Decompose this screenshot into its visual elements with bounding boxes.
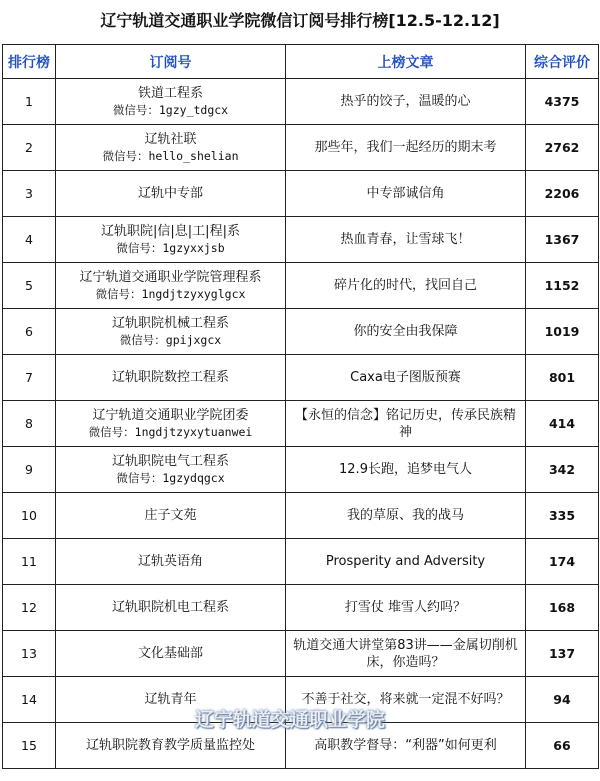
wechat-id: 微信号：1gzydqgcx: [116, 470, 225, 485]
account-cell: [56, 585, 286, 631]
article-title: 热血青春，让雪球飞！: [340, 232, 471, 247]
article-cell: [286, 171, 526, 217]
article-title: 12.9长跑，追梦电气人: [339, 462, 472, 477]
article-cell: [286, 263, 526, 309]
table-row: [3, 79, 599, 125]
account-cell: [56, 79, 286, 125]
score-cell: 1152: [526, 263, 599, 309]
wechat-id: 微信号：gpijxgcx: [119, 332, 222, 347]
article-title: 碎片化的时代，找回自己: [333, 278, 477, 293]
wechat-id: 微信号：1gzyxxjsb: [116, 240, 225, 255]
table-row: [3, 171, 599, 217]
account-name: 辽轨中专部: [137, 186, 203, 201]
score-cell: 2762: [526, 125, 599, 171]
account-cell: [56, 125, 286, 171]
table-row: [3, 263, 599, 309]
article-cell: [286, 217, 526, 263]
wechat-id: 微信号：1ngdjtzyxyglgcx: [95, 286, 246, 301]
table-row: [3, 401, 599, 447]
article-cell: [286, 125, 526, 171]
account-name: 辽轨青年: [144, 692, 197, 707]
account-name: 辽轨职院机电工程系: [111, 600, 229, 615]
account-cell: [56, 447, 286, 493]
account-cell: [56, 493, 286, 539]
account-cell: [56, 171, 286, 217]
score-cell: 2206: [526, 171, 599, 217]
score-cell: 414: [526, 401, 599, 447]
watermark-text: 辽宁轨道交通职业学院: [195, 709, 386, 731]
rank-cell: 7: [3, 355, 56, 401]
account-name: 铁道工程系: [137, 85, 203, 101]
article-title: 【永恒的信念】铭记历史，传承民族精神: [294, 407, 516, 440]
article-title: 高职教学督导：“利器”如何更利: [314, 738, 497, 753]
rank-cell: 1: [3, 79, 56, 125]
account-name: 辽轨职院教育教学质量监控处: [85, 738, 255, 753]
article-cell: [286, 585, 526, 631]
wechat-id: 微信号：1ngdjtzyxytuanwei: [88, 424, 253, 439]
score-cell: 801: [526, 355, 599, 401]
rank-cell: 14: [3, 677, 56, 723]
account-cell: [56, 309, 286, 355]
article-cell: [286, 401, 526, 447]
account-cell: [56, 401, 286, 447]
table-row: [3, 447, 599, 493]
article-title: 中专部诚信角: [366, 186, 445, 201]
account-name: 辽轨职院机械工程系: [111, 315, 229, 331]
article-title: 不善于社交，将来就一定混不好吗？: [301, 692, 510, 707]
account-name: 辽轨职院数控工程系: [111, 370, 229, 385]
wechat-id: 微信号：hello_shelian: [102, 148, 239, 163]
account-name: 文化基础部: [137, 646, 203, 661]
table-row: [3, 631, 599, 677]
account-cell: [56, 355, 286, 401]
table-row: [3, 539, 599, 585]
rank-cell: 5: [3, 263, 56, 309]
article-cell: [286, 539, 526, 585]
header-article: 上榜文章: [286, 45, 526, 79]
score-cell: 4375: [526, 79, 599, 125]
table-row: [3, 493, 599, 539]
score-cell: 335: [526, 493, 599, 539]
account-cell: [56, 263, 286, 309]
score-cell: 168: [526, 585, 599, 631]
score-cell: 137: [526, 631, 599, 677]
article-title: 打雪仗 堆雪人约吗？: [344, 600, 467, 615]
account-name: 辽轨英语角: [137, 554, 203, 569]
score-cell: 1367: [526, 217, 599, 263]
rank-cell: 10: [3, 493, 56, 539]
article-cell: [286, 79, 526, 125]
rank-cell: 4: [3, 217, 56, 263]
account-name: 庄子文苑: [144, 508, 197, 523]
wechat-id: 微信号：1gzy_tdgcx: [112, 102, 229, 117]
account-name: 辽宁轨道交通职业学院团委: [92, 407, 249, 423]
account-name: 辽轨职院电气工程系: [111, 453, 229, 469]
rank-cell: 9: [3, 447, 56, 493]
article-title: 那些年，我们一起经历的期末考: [314, 140, 497, 155]
article-title: 我的草原、我的战马: [346, 508, 464, 523]
account-name: 辽宁轨道交通职业学院管理程系: [79, 269, 262, 285]
article-cell: [286, 309, 526, 355]
rank-cell: 3: [3, 171, 56, 217]
article-title: 轨道交通大讲堂第83讲——金属切削机床，你造吗？: [293, 637, 518, 670]
score-cell: 66: [526, 723, 599, 769]
score-cell: 1019: [526, 309, 599, 355]
header-rank: 排行榜: [3, 45, 56, 79]
table-row: [3, 217, 599, 263]
article-title: Caxa电子图版预赛: [350, 370, 461, 385]
article-title: 你的安全由我保障: [353, 324, 458, 339]
article-cell: [286, 493, 526, 539]
account-cell: [56, 631, 286, 677]
score-cell: 174: [526, 539, 599, 585]
rank-cell: 12: [3, 585, 56, 631]
table-row: [3, 125, 599, 171]
article-cell: [286, 631, 526, 677]
ranking-table: [2, 44, 599, 769]
score-cell: 342: [526, 447, 599, 493]
table-row: [3, 585, 599, 631]
account-cell: [56, 217, 286, 263]
table-row: [3, 309, 599, 355]
header-score: 综合评价: [526, 45, 599, 79]
account-name: 辽轨职院|信|息|工|程|系: [101, 223, 240, 239]
account-cell: [56, 539, 286, 585]
article-cell: [286, 447, 526, 493]
rank-cell: 2: [3, 125, 56, 171]
header-account: 订阅号: [56, 45, 286, 79]
account-name: 辽轨社联: [144, 131, 197, 147]
table-header-row: [3, 45, 599, 79]
page-title: 辽宁轨道交通职业学院微信订阅号排行榜[12.5-12.12]: [100, 11, 500, 30]
article-cell: [286, 355, 526, 401]
table-row: [3, 355, 599, 401]
rank-cell: 13: [3, 631, 56, 677]
rank-cell: 8: [3, 401, 56, 447]
rank-cell: 15: [3, 723, 56, 769]
rank-cell: 6: [3, 309, 56, 355]
rank-cell: 11: [3, 539, 56, 585]
article-title: 热乎的饺子，温暖的心: [340, 94, 471, 109]
score-cell: 94: [526, 677, 599, 723]
article-title: Prosperity and Adversity: [325, 554, 486, 569]
